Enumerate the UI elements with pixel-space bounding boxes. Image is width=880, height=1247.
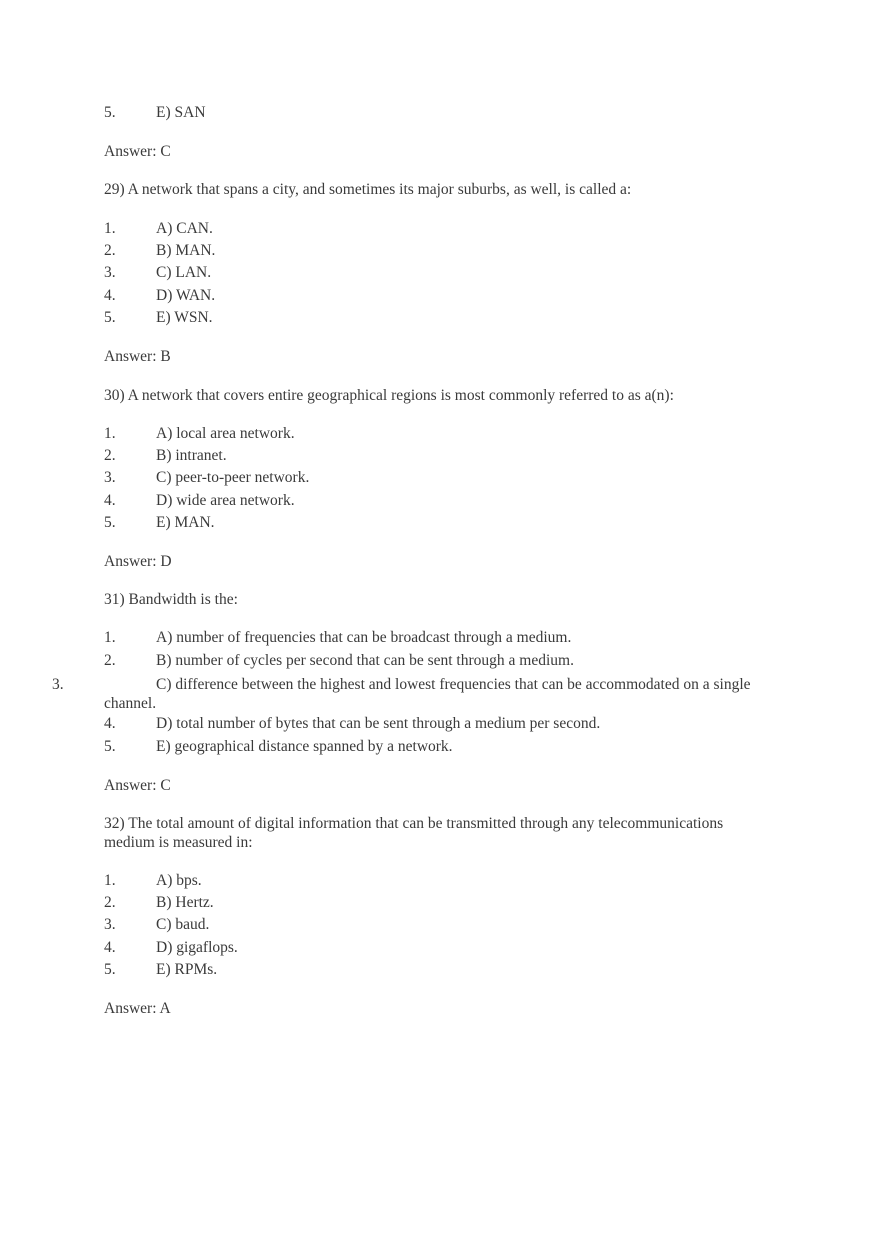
option-text: A) CAN. [156,220,213,237]
option-number: 5. [104,961,116,978]
answer-line: Answer: A [104,1000,171,1017]
option-number: 1. [104,872,116,889]
option-number: 1. [104,220,116,237]
option-number: 5. [104,514,116,531]
option-text: B) intranet. [156,447,227,464]
question-text: 31) Bandwidth is the: [104,591,238,608]
option-text: D) gigaflops. [156,939,238,956]
option-text: E) RPMs. [156,961,218,978]
option-number: 4. [104,287,116,304]
option-text: C) difference between the highest and lowest frequencies that can be accommodated on a single channel. [104,676,751,712]
answer-line: Answer: B [104,348,171,365]
option-text: B) MAN. [156,242,216,259]
option-number: 2. [104,242,116,259]
answer-line: Answer: C [104,143,171,160]
option-number: 3. [104,264,116,281]
option-text: B) Hertz. [156,894,214,911]
option-number: 3. [104,916,116,933]
option-text: B) number of cycles per second that can be sent through a medium. [156,652,574,669]
option-text: A) number of frequencies that can be broadcast through a medium. [156,629,572,646]
option-number: 3. [104,469,116,486]
option-number: 3. [52,676,64,693]
option-number: 4. [104,492,116,509]
option-number: 4. [104,715,116,732]
option-text: D) WAN. [156,287,216,304]
option-text: C) peer-to-peer network. [156,469,310,486]
option-text: C) LAN. [156,264,212,281]
option-number: 1. [104,629,116,646]
option-text: E) SAN [156,104,206,121]
answer-line: Answer: D [104,553,172,570]
option-number: 5. [104,309,116,326]
option-text: D) wide area network. [156,492,295,509]
question-text: 30) A network that covers entire geographical regions is most commonly referred to as a(n): [104,387,674,404]
question-text: 32) The total amount of digital information that can be transmitted through any telecommunications medium is measured in: [104,815,724,851]
option-number: 2. [104,652,116,669]
option-item [52,675,774,713]
option-text: D) total number of bytes that can be sent through a medium per second. [156,715,601,732]
option-number: 2. [104,447,116,464]
answer-line: Answer: C [104,777,171,794]
option-number: 1. [104,425,116,442]
option-number: 2. [104,894,116,911]
option-number: 5. [104,738,116,755]
option-text: A) local area network. [156,425,295,442]
option-number: 5. [104,104,116,121]
option-text: E) geographical distance spanned by a network. [156,738,453,755]
option-text: A) bps. [156,872,202,889]
option-text: E) WSN. [156,309,213,326]
option-number: 4. [104,939,116,956]
question-text: 29) A network that spans a city, and sometimes its major suburbs, as well, is called a: [104,181,632,198]
option-text: E) MAN. [156,514,215,531]
option-text: C) baud. [156,916,210,933]
